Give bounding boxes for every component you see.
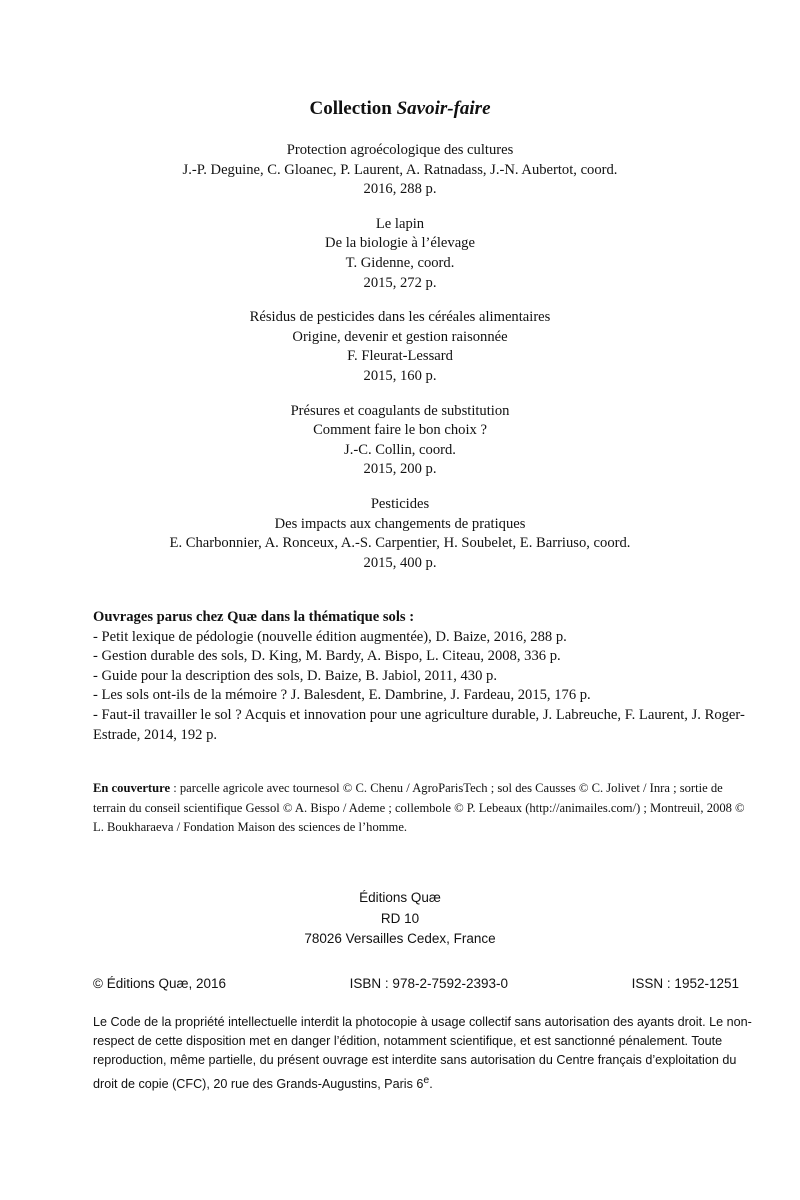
cover-label: En couverture bbox=[93, 781, 171, 795]
book-entry bbox=[0, 402, 800, 480]
legal-notice bbox=[93, 1013, 753, 1094]
publisher-name: Éditions Quæ bbox=[359, 890, 441, 905]
book-year-pages: 2015, 400 p. bbox=[363, 554, 437, 571]
book-title: Présures et coagulants de substitution bbox=[290, 402, 510, 419]
book-year-pages: 2015, 160 p. bbox=[363, 367, 437, 384]
collection-title bbox=[0, 98, 800, 120]
book-entry bbox=[0, 495, 800, 573]
book-year-pages: 2015, 200 p. bbox=[363, 461, 437, 478]
book-entry bbox=[0, 215, 800, 293]
isbn: ISBN : 978-2-7592-2393-0 bbox=[349, 976, 509, 991]
sols-item: - Faut-il travailler le sol ? Acquis et innovation pour une agriculture durable, J. Labreuche, F. Laurent, J. Roger-Estrade, 2014, 192 p. bbox=[93, 706, 745, 743]
book-entry bbox=[0, 308, 800, 386]
legal-notice-text: Le Code de la propriété intellectuelle interdit la photocopie à usage collectif sans autorisation des ayants droit. Le non-respect de cette disposition met en danger l’édition, notamment scientifique, et est sanctionné pénalement. Toute reproduction, même partielle, du présent ouvrage est interdite sans autorisation du Centre français d’exploitation du droit de copie (CFC), 20 rue des Grands-Augustins, Paris 6 bbox=[93, 1015, 752, 1091]
publisher-address bbox=[0, 888, 800, 950]
legal-notice-end: . bbox=[429, 1076, 433, 1091]
sols-section bbox=[93, 608, 753, 745]
cover-credits bbox=[93, 779, 753, 838]
book-subtitle: Comment faire le bon choix ? bbox=[313, 422, 487, 439]
collection-name: Savoir-faire bbox=[396, 98, 491, 119]
sols-item: - Petit lexique de pédologie (nouvelle édition augmentée), D. Baize, 2016, 288 p. bbox=[93, 628, 567, 645]
copyright-notice: © Éditions Quæ, 2016 bbox=[93, 976, 227, 991]
book-title: Protection agroécologique des cultures bbox=[286, 142, 514, 158]
collection-label: Collection bbox=[309, 98, 392, 119]
sols-item: - Les sols ont-ils de la mémoire ? J. Balesdent, E. Dambrine, J. Fardeau, 2015, 176 p. bbox=[93, 687, 591, 704]
book-subtitle: Des impacts aux changements de pratiques bbox=[274, 515, 526, 532]
sols-item: - Guide pour la description des sols, D. Baize, B. Jabiol, 2011, 430 p. bbox=[93, 667, 497, 684]
book-authors: J.-C. Collin, coord. bbox=[344, 441, 456, 458]
book-subtitle: De la biologie à l’élevage bbox=[325, 235, 475, 252]
book-authors: T. Gidenne, coord. bbox=[345, 254, 455, 271]
book-entry bbox=[0, 141, 800, 200]
cover-text: : parcelle agricole avec tournesol © C. Chenu / AgroParisTech ; sol des Causses © C. Jolivet / Inra ; sortie de terrain du conseil scientifique Gessol © A. Bispo / Ademe ; collembole © P. Lebeaux (http://animailes.com/) ; Montreuil, 2008 © L. Boukharaeva / Fondation Maison des sciences de l’homme. bbox=[93, 781, 745, 835]
publisher-road: RD 10 bbox=[380, 910, 420, 926]
book-subtitle: Origine, devenir et gestion raisonnée bbox=[292, 328, 508, 345]
book-title: Le lapin bbox=[375, 215, 425, 232]
sols-item: - Gestion durable des sols, D. King, M. Bardy, A. Bispo, L. Citeau, 2008, 336 p. bbox=[93, 648, 561, 665]
book-authors: F. Fleurat-Lessard bbox=[347, 348, 453, 365]
legal-row bbox=[93, 976, 739, 991]
publisher-city: 78026 Versailles Cedex, France bbox=[304, 931, 496, 946]
book-authors: E. Charbonnier, A. Ronceux, A.-S. Carpentier, H. Soubelet, E. Barriuso, coord. bbox=[169, 535, 631, 552]
issn: ISSN : 1952-1251 bbox=[631, 976, 739, 991]
book-title: Pesticides bbox=[370, 495, 430, 512]
book-authors: J.-P. Deguine, C. Gloanec, P. Laurent, A. Ratnadass, J.-N. Aubertot, coord. bbox=[182, 161, 618, 178]
book-year-pages: 2016, 288 p. bbox=[363, 181, 437, 198]
book-title: Résidus de pesticides dans les céréales alimentaires bbox=[249, 309, 551, 326]
book-list bbox=[0, 141, 800, 588]
book-year-pages: 2015, 272 p. bbox=[363, 274, 437, 291]
sols-heading: Ouvrages parus chez Quæ dans la thématique sols : bbox=[93, 609, 415, 625]
legal-notice-sup: e bbox=[423, 1073, 430, 1086]
